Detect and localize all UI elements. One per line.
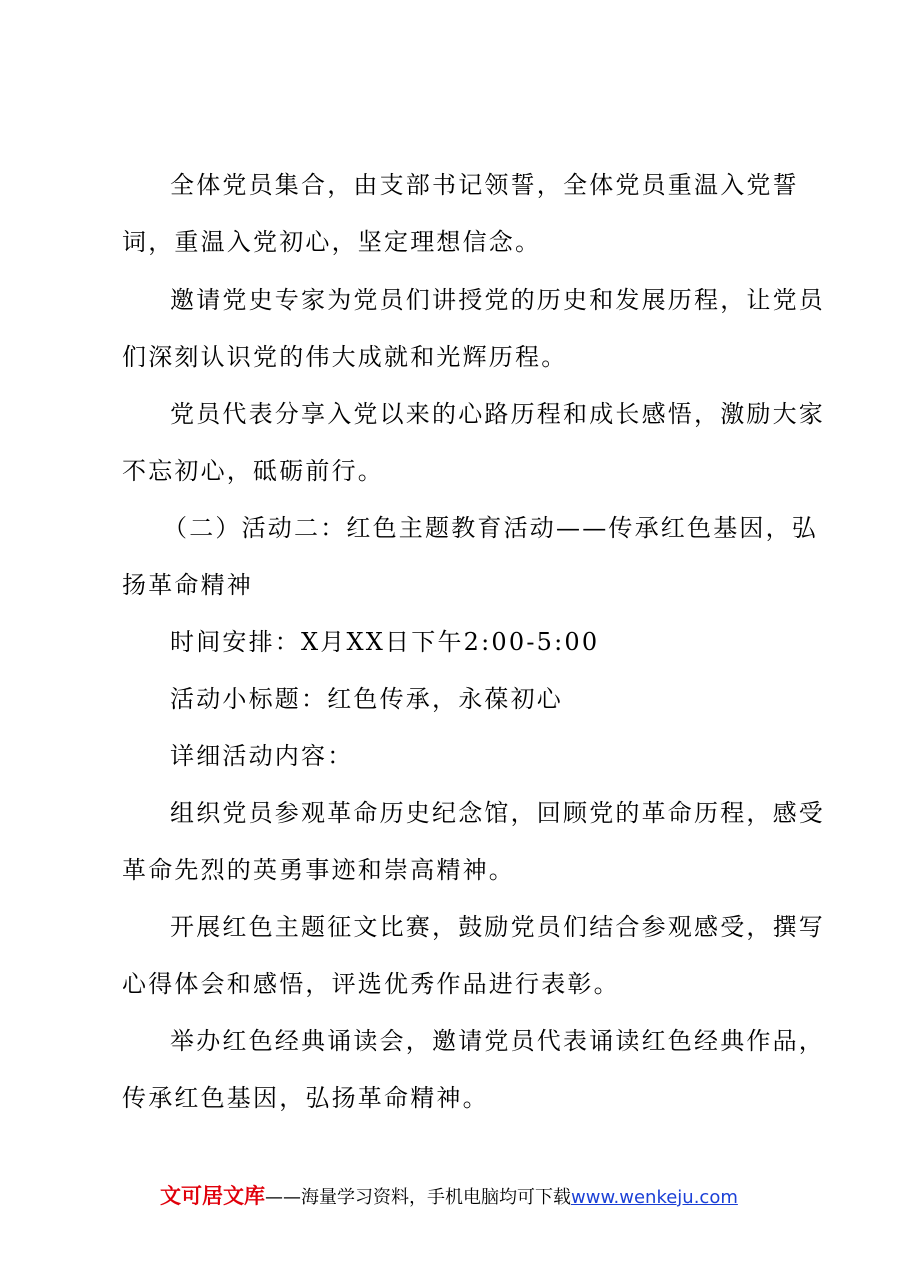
activity-subtitle: 活动小标题：红色传承，永葆初心 — [170, 685, 563, 713]
paragraph-5-line-1: 开展红色主题征文比赛，鼓励党员们结合参观感受，撰写 — [170, 913, 825, 941]
schedule-time: 时间安排：X月XX日下午2:00-5:00 — [170, 628, 600, 656]
paragraph-2-line-2: 们深刻认识党的伟大成就和光辉历程。 — [122, 343, 568, 371]
paragraph-4-line-1: 组织党员参观革命历史纪念馆，回顾党的革命历程，感受 — [170, 799, 825, 827]
footer-link[interactable]: www.wenkeju.com — [571, 1187, 738, 1208]
paragraph-1-line-1: 全体党员集合，由支部书记领誓，全体党员重温入党誓 — [170, 171, 799, 199]
paragraph-4-line-2: 革命先烈的英勇事迹和崇高精神。 — [122, 856, 515, 884]
paragraph-6-line-2: 传承红色基因，弘扬革命精神。 — [122, 1084, 489, 1112]
paragraph-2-line-1: 邀请党史专家为党员们讲授党的历史和发展历程，让党员 — [170, 286, 825, 314]
footer-slogan: ——海量学习资料，手机电脑均可下载 — [265, 1187, 571, 1208]
footer-banner — [160, 1183, 738, 1211]
activity-details-label: 详细活动内容： — [170, 742, 354, 770]
footer-brand: 文可居文库 — [160, 1184, 265, 1208]
section-heading-line-2: 扬革命精神 — [122, 571, 253, 599]
paragraph-6-line-1: 举办红色经典诵读会，邀请党员代表诵读红色经典作品， — [170, 1027, 825, 1055]
section-heading-line-1: （二）活动二：红色主题教育活动——传承红色基因，弘 — [163, 514, 818, 542]
paragraph-3-line-2: 不忘初心，砥砺前行。 — [122, 457, 384, 485]
paragraph-5-line-2: 心得体会和感悟，评选优秀作品进行表彰。 — [122, 970, 620, 998]
paragraph-3-line-1: 党员代表分享入党以来的心路历程和成长感悟，激励大家 — [170, 400, 825, 428]
paragraph-1-line-2: 词，重温入党初心，坚定理想信念。 — [122, 228, 542, 256]
